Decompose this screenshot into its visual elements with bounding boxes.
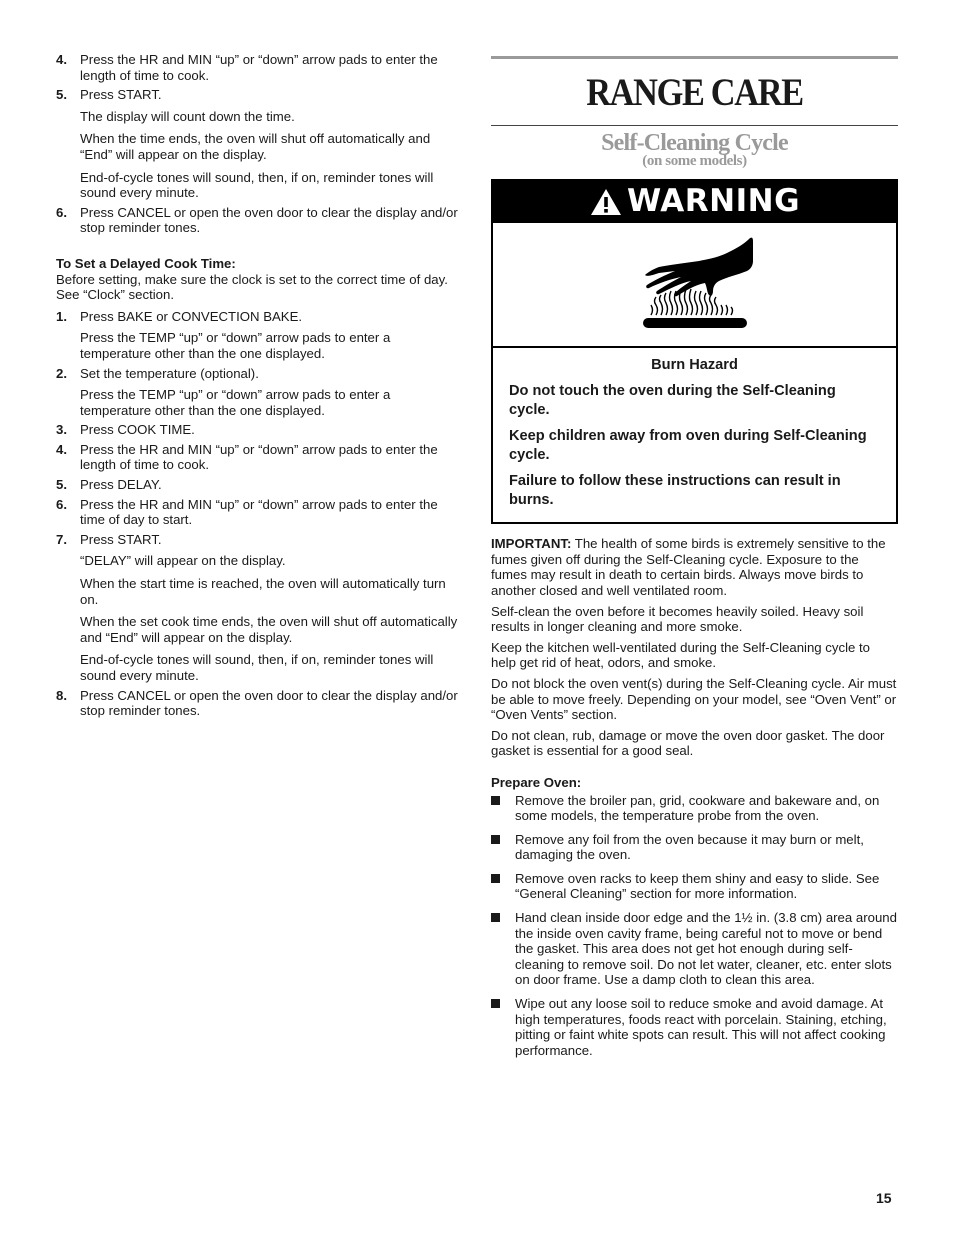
- important-paragraph: [491, 536, 898, 598]
- hazard-title: Burn Hazard: [651, 357, 738, 374]
- bullet-text: Wipe out any loose soil to reduce smoke and avoid damage. At high temperatures, foods react with porcelain. Staining, etching, pitting or faint white spots can result. This will not affect cooking performance.: [515, 996, 887, 1058]
- square-bullet-icon: [491, 874, 500, 883]
- list-item: [56, 52, 462, 83]
- step-number: 1.: [56, 308, 67, 324]
- step-note: End-of-cycle tones will sound, then, if on, reminder tones will sound every minute.: [80, 169, 434, 201]
- warning-text: [493, 348, 896, 522]
- paragraph: Do not clean, rub, damage or move the oven door gasket. The door gasket is essential for a good seal.: [491, 727, 885, 759]
- step-number: 6.: [56, 496, 67, 512]
- list-item: [56, 87, 462, 201]
- hot-surface-hand-icon: [635, 235, 755, 335]
- step-text: Press BAKE or CONVECTION BAKE.: [80, 308, 303, 324]
- list-item: [56, 205, 462, 236]
- step-number: 5.: [56, 477, 67, 493]
- step-note: End-of-cycle tones will sound, then, if on, reminder tones will sound every minute.: [80, 652, 434, 683]
- step-note: Press the TEMP “up” or “down” arrow pads to enter a temperature other than the one displayed.: [80, 387, 391, 418]
- bullet-text: Remove oven racks to keep them shiny and easy to slide. See “General Cleaning” section for more information.: [515, 870, 880, 902]
- prepare-oven-heading: Prepare Oven:: [491, 774, 582, 790]
- paragraph: Do not block the oven vent(s) during the Self-Cleaning cycle. Air must be able to move freely. Depending on your model, see “Oven Vent” or “Oven Vents” section.: [491, 675, 897, 723]
- step-text: Press CANCEL or open the oven door to clear the display and/or stop reminder tones.: [80, 204, 458, 236]
- step-note: When the time ends, the oven will shut off automatically and “End” will appear on the display.: [80, 131, 431, 162]
- list-item: [56, 497, 462, 528]
- list-item: [56, 532, 462, 684]
- warning-label: WARNING: [626, 183, 801, 220]
- left-column: [56, 52, 462, 723]
- square-bullet-icon: [491, 913, 500, 922]
- list-item: [56, 477, 462, 493]
- square-bullet-icon: [491, 835, 500, 844]
- warning-triangle-icon: [589, 187, 623, 217]
- step-note: Press the TEMP “up” or “down” arrow pads to enter a temperature other than the one displayed.: [80, 330, 391, 361]
- bullet-text: Remove any foil from the oven because it may burn or melt, damaging the oven.: [515, 831, 864, 863]
- page-number: 15: [876, 1190, 892, 1206]
- step-text: Press START.: [80, 87, 162, 103]
- warning-line: Keep children away from oven during Self-Cleaning cycle.: [509, 428, 867, 464]
- warning-box: [491, 179, 898, 524]
- list-item: [491, 832, 898, 863]
- top-rule: [491, 56, 898, 59]
- delayed-cook-heading: To Set a Delayed Cook Time:: [56, 255, 236, 271]
- section-subtitle: (on some models): [642, 152, 747, 169]
- step-number: 8.: [56, 687, 67, 703]
- list-item: [56, 688, 462, 719]
- list-item: [56, 366, 462, 419]
- list-item: [491, 793, 898, 824]
- step-text: Press COOK TIME.: [80, 422, 195, 438]
- step-text: Press the HR and MIN “up” or “down” arrow pads to enter the length of time to cook.: [80, 52, 438, 83]
- delayed-cook-steps: [56, 309, 462, 719]
- step-note: “DELAY” will appear on the display.: [80, 553, 286, 569]
- hazard-image: [493, 223, 896, 348]
- step-number: 4.: [56, 441, 67, 457]
- title-rule: [491, 125, 898, 126]
- delayed-cook-intro: Before setting, make sure the clock is set to the correct time of day. See “Clock” section.: [56, 271, 448, 303]
- paragraph: Self-clean the oven before it becomes heavily soiled. Heavy soil results in longer cleaning and more smoke.: [491, 603, 864, 635]
- step-text: Press the HR and MIN “up” or “down” arrow pads to enter the length of time to cook.: [80, 441, 438, 473]
- list-item: [491, 996, 898, 1058]
- square-bullet-icon: [491, 796, 500, 805]
- step-number: 4.: [56, 52, 67, 67]
- bullet-text: Hand clean inside door edge and the 1½ in. (3.8 cm) area around the inside oven cavity frame, being careful not to move or bend the gasket. This area does not get hot enough during self-cleaning to remove soil. Do not let water, cleaner, etc. enter slots on door frame. Use a damp cloth to clean this area.: [515, 910, 897, 988]
- list-item: [56, 442, 462, 473]
- step-text: Press START.: [80, 531, 162, 547]
- body-text: [491, 536, 898, 759]
- prepare-oven-list: [491, 793, 898, 1059]
- step-number: 3.: [56, 422, 67, 438]
- step-note: When the start time is reached, the oven will automatically turn on.: [80, 576, 446, 607]
- timed-cook-steps: [56, 52, 462, 236]
- important-label: IMPORTANT:: [491, 536, 572, 552]
- right-column: [491, 56, 898, 1066]
- step-text: Press DELAY.: [80, 477, 162, 493]
- list-item: [56, 422, 462, 438]
- step-number: 2.: [56, 365, 67, 381]
- step-number: 6.: [56, 204, 67, 220]
- important-text: The health of some birds is extremely sensitive to the fumes given off during the Self-Cleaning cycle. Exposure to the fumes may result in death to certain birds. Always move birds to another closed and well ventilated room.: [491, 536, 886, 598]
- section-title: Self-Cleaning Cycle: [601, 130, 788, 156]
- step-number: 5.: [56, 87, 67, 103]
- list-item: [491, 871, 898, 902]
- step-number: 7.: [56, 531, 67, 547]
- list-item: [56, 309, 462, 362]
- page-title: RANGE CARE: [586, 71, 803, 114]
- warning-header: [493, 181, 896, 223]
- warning-line: Do not touch the oven during the Self-Cleaning cycle.: [509, 383, 836, 419]
- bullet-text: Remove the broiler pan, grid, cookware and bakeware and, on some models, the temperature probe from the oven.: [515, 792, 880, 824]
- warning-line: Failure to follow these instructions can result in burns.: [509, 473, 841, 509]
- list-item: [491, 910, 898, 988]
- step-text: Press the HR and MIN “up” or “down” arrow pads to enter the time of day to start.: [80, 496, 438, 528]
- step-note: When the set cook time ends, the oven will shut off automatically and “End” will appear on the display.: [80, 614, 458, 645]
- paragraph: Keep the kitchen well-ventilated during the Self-Cleaning cycle to help get rid of heat, odors, and smoke.: [491, 639, 870, 671]
- step-text: Press CANCEL or open the oven door to clear the display and/or stop reminder tones.: [80, 687, 458, 719]
- step-note: The display will count down the time.: [80, 108, 295, 124]
- step-text: Set the temperature (optional).: [80, 365, 259, 381]
- square-bullet-icon: [491, 999, 500, 1008]
